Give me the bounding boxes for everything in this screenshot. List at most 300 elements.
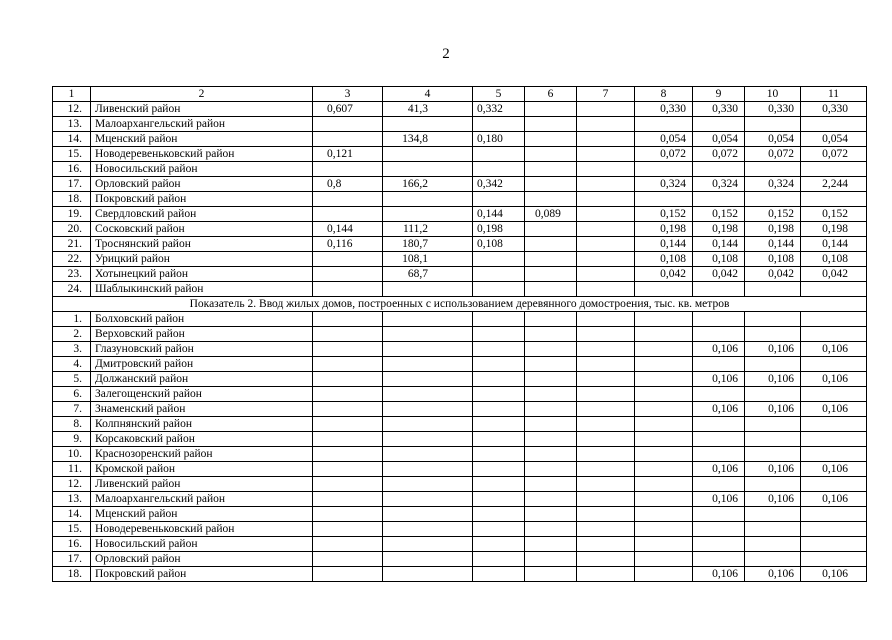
col-6-value: [525, 432, 577, 447]
col-6-value: [525, 102, 577, 117]
table-row: [53, 372, 867, 387]
col-9-value: [693, 162, 745, 177]
col-8-value: [635, 372, 693, 387]
table-row: [53, 312, 867, 327]
col-9-value: [693, 477, 745, 492]
table-row: [53, 252, 867, 267]
col-6-value: [525, 477, 577, 492]
column-header: 11: [801, 87, 867, 102]
col-7-value: [577, 207, 635, 222]
col-8-value: [635, 282, 693, 297]
col-4-value: [383, 207, 473, 222]
col-8-value: [635, 432, 693, 447]
district-name: Краснозоренский район: [91, 447, 313, 462]
col-9-value: 0,106: [693, 567, 745, 582]
col-11-value: [801, 507, 867, 522]
col-11-value: 0,106: [801, 402, 867, 417]
col-9-value: [693, 387, 745, 402]
col-6-value: [525, 147, 577, 162]
table-row: [53, 162, 867, 177]
col-4-value: [383, 327, 473, 342]
row-number: 2.: [53, 327, 91, 342]
col-8-value: [635, 492, 693, 507]
col-3-value: [313, 192, 383, 207]
col-3-value: [313, 357, 383, 372]
col-4-value: 68,7: [383, 267, 473, 282]
col-3-value: [313, 327, 383, 342]
col-7-value: [577, 402, 635, 417]
col-3-value: [313, 282, 383, 297]
col-3-value: [313, 462, 383, 477]
col-8-value: [635, 477, 693, 492]
district-name: Знаменский район: [91, 402, 313, 417]
column-header: 7: [577, 87, 635, 102]
col-3-value: [313, 312, 383, 327]
col-9-value: 0,198: [693, 222, 745, 237]
col-10-value: 0,042: [745, 267, 801, 282]
district-name: Малоархангельский район: [91, 492, 313, 507]
table-row: [53, 132, 867, 147]
table-row: [53, 387, 867, 402]
district-name: Мценский район: [91, 507, 313, 522]
col-8-value: [635, 552, 693, 567]
col-11-value: 0,108: [801, 252, 867, 267]
col-11-value: [801, 552, 867, 567]
col-8-value: [635, 117, 693, 132]
col-7-value: [577, 132, 635, 147]
col-10-value: 0,198: [745, 222, 801, 237]
col-9-value: 0,144: [693, 237, 745, 252]
col-9-value: [693, 552, 745, 567]
col-7-value: [577, 417, 635, 432]
col-5-value: [473, 402, 525, 417]
col-4-value: [383, 522, 473, 537]
table-row: [53, 402, 867, 417]
col-6-value: [525, 537, 577, 552]
district-name: Ливенский район: [91, 102, 313, 117]
col-10-value: [745, 117, 801, 132]
data-table: [52, 86, 867, 582]
col-11-value: 0,330: [801, 102, 867, 117]
col-10-value: [745, 522, 801, 537]
table-row: [53, 147, 867, 162]
col-11-value: 0,054: [801, 132, 867, 147]
col-3-value: [313, 432, 383, 447]
col-5-value: [473, 522, 525, 537]
col-8-value: [635, 402, 693, 417]
row-number: 1.: [53, 312, 91, 327]
col-8-value: [635, 387, 693, 402]
district-name: Новосильский район: [91, 537, 313, 552]
col-11-value: [801, 162, 867, 177]
district-name: Ливенский район: [91, 477, 313, 492]
table-row: [53, 567, 867, 582]
col-8-value: 0,324: [635, 177, 693, 192]
col-11-value: [801, 447, 867, 462]
col-7-value: [577, 327, 635, 342]
col-9-value: [693, 432, 745, 447]
col-5-value: [473, 327, 525, 342]
col-9-value: 0,106: [693, 342, 745, 357]
col-4-value: [383, 432, 473, 447]
table-row: [53, 432, 867, 447]
col-5-value: [473, 477, 525, 492]
col-4-value: [383, 192, 473, 207]
col-10-value: 0,152: [745, 207, 801, 222]
col-7-value: [577, 282, 635, 297]
col-6-value: [525, 372, 577, 387]
table-row: [53, 477, 867, 492]
column-header: 4: [383, 87, 473, 102]
col-11-value: 0,072: [801, 147, 867, 162]
col-9-value: [693, 357, 745, 372]
table-row: [53, 327, 867, 342]
district-name: Сосковский район: [91, 222, 313, 237]
table-row: [53, 237, 867, 252]
col-3-value: [313, 507, 383, 522]
table-row: [53, 492, 867, 507]
col-11-value: [801, 282, 867, 297]
col-9-value: 0,072: [693, 147, 745, 162]
section-row: [53, 297, 867, 312]
page-number: 2: [442, 46, 450, 62]
col-7-value: [577, 462, 635, 477]
col-7-value: [577, 312, 635, 327]
col-4-value: [383, 147, 473, 162]
col-6-value: [525, 162, 577, 177]
col-7-value: [577, 477, 635, 492]
col-11-value: [801, 192, 867, 207]
col-5-value: [473, 492, 525, 507]
table-row: [53, 537, 867, 552]
col-5-value: [473, 342, 525, 357]
col-5-value: [473, 267, 525, 282]
col-11-value: 0,198: [801, 222, 867, 237]
col-10-value: [745, 447, 801, 462]
column-header: 1: [53, 87, 91, 102]
col-7-value: [577, 372, 635, 387]
col-10-value: 0,106: [745, 402, 801, 417]
col-5-value: [473, 282, 525, 297]
col-8-value: [635, 462, 693, 477]
row-number: 11.: [53, 462, 91, 477]
col-11-value: [801, 357, 867, 372]
district-name: Свердловский район: [91, 207, 313, 222]
table-row: [53, 522, 867, 537]
district-name: Залегощенский район: [91, 387, 313, 402]
col-4-value: [383, 387, 473, 402]
col-6-value: [525, 327, 577, 342]
district-name: Орловский район: [91, 552, 313, 567]
col-5-value: 0,198: [473, 222, 525, 237]
col-6-value: [525, 567, 577, 582]
section-title: Показатель 2. Ввод жилых домов, построенных с использованием деревянного домостроения, тыс. кв. метров: [53, 297, 867, 312]
district-name: Верховский район: [91, 327, 313, 342]
table-row: [53, 177, 867, 192]
col-11-value: 0,106: [801, 372, 867, 387]
row-number: 6.: [53, 387, 91, 402]
row-number: 22.: [53, 252, 91, 267]
col-7-value: [577, 267, 635, 282]
col-11-value: [801, 387, 867, 402]
col-9-value: 0,108: [693, 252, 745, 267]
district-name: Малоархангельский район: [91, 117, 313, 132]
col-11-value: [801, 537, 867, 552]
col-10-value: 0,106: [745, 342, 801, 357]
col-8-value: [635, 537, 693, 552]
col-6-value: [525, 387, 577, 402]
row-number: 18.: [53, 192, 91, 207]
col-9-value: [693, 312, 745, 327]
row-number: 14.: [53, 132, 91, 147]
col-9-value: [693, 522, 745, 537]
col-5-value: 0,332: [473, 102, 525, 117]
col-5-value: 0,144: [473, 207, 525, 222]
district-name: Новодеревеньковский район: [91, 147, 313, 162]
column-header: 9: [693, 87, 745, 102]
table-header-row: [53, 87, 867, 102]
col-9-value: 0,054: [693, 132, 745, 147]
col-5-value: [473, 357, 525, 372]
col-5-value: [473, 447, 525, 462]
col-10-value: [745, 477, 801, 492]
table-body: [53, 87, 867, 582]
column-header: 10: [745, 87, 801, 102]
table-row: [53, 192, 867, 207]
row-number: 14.: [53, 507, 91, 522]
col-10-value: [745, 552, 801, 567]
col-11-value: 0,042: [801, 267, 867, 282]
col-3-value: [313, 372, 383, 387]
column-header: 6: [525, 87, 577, 102]
col-4-value: [383, 477, 473, 492]
col-4-value: 111,2: [383, 222, 473, 237]
col-4-value: 41,3: [383, 102, 473, 117]
col-6-value: [525, 282, 577, 297]
col-3-value: [313, 447, 383, 462]
col-10-value: [745, 192, 801, 207]
col-7-value: [577, 387, 635, 402]
column-header: 8: [635, 87, 693, 102]
col-3-value: [313, 522, 383, 537]
col-7-value: [577, 252, 635, 267]
col-11-value: [801, 477, 867, 492]
col-8-value: 0,042: [635, 267, 693, 282]
col-8-value: [635, 357, 693, 372]
col-3-value: [313, 132, 383, 147]
col-5-value: [473, 462, 525, 477]
district-name: Урицкий район: [91, 252, 313, 267]
district-name: Шаблыкинский район: [91, 282, 313, 297]
col-5-value: [473, 387, 525, 402]
table-row: [53, 267, 867, 282]
col-10-value: [745, 387, 801, 402]
col-4-value: [383, 567, 473, 582]
row-number: 5.: [53, 372, 91, 387]
col-5-value: [473, 432, 525, 447]
col-7-value: [577, 177, 635, 192]
table-row: [53, 342, 867, 357]
row-number: 13.: [53, 492, 91, 507]
col-3-value: 0,8: [313, 177, 383, 192]
col-10-value: [745, 357, 801, 372]
district-name: Орловский район: [91, 177, 313, 192]
district-name: Мценский район: [91, 132, 313, 147]
col-3-value: [313, 477, 383, 492]
col-9-value: 0,106: [693, 462, 745, 477]
district-name: Покровский район: [91, 567, 313, 582]
col-11-value: 0,106: [801, 462, 867, 477]
col-8-value: [635, 522, 693, 537]
table-row: [53, 552, 867, 567]
col-7-value: [577, 537, 635, 552]
col-6-value: 0,089: [525, 207, 577, 222]
col-3-value: 0,607: [313, 102, 383, 117]
district-name: Покровский район: [91, 192, 313, 207]
col-3-value: [313, 492, 383, 507]
col-4-value: [383, 117, 473, 132]
column-header: 2: [91, 87, 313, 102]
table-row: [53, 447, 867, 462]
col-3-value: [313, 207, 383, 222]
col-6-value: [525, 447, 577, 462]
col-10-value: 0,108: [745, 252, 801, 267]
col-10-value: [745, 417, 801, 432]
col-3-value: [313, 342, 383, 357]
col-7-value: [577, 147, 635, 162]
col-10-value: 0,106: [745, 492, 801, 507]
col-10-value: [745, 507, 801, 522]
row-number: 19.: [53, 207, 91, 222]
col-7-value: [577, 162, 635, 177]
col-4-value: [383, 507, 473, 522]
col-6-value: [525, 522, 577, 537]
col-4-value: [383, 312, 473, 327]
col-8-value: 0,330: [635, 102, 693, 117]
col-6-value: [525, 357, 577, 372]
col-11-value: [801, 312, 867, 327]
col-7-value: [577, 567, 635, 582]
col-8-value: [635, 327, 693, 342]
col-6-value: [525, 552, 577, 567]
col-3-value: [313, 117, 383, 132]
col-10-value: 0,072: [745, 147, 801, 162]
col-9-value: [693, 447, 745, 462]
col-3-value: [313, 402, 383, 417]
col-6-value: [525, 177, 577, 192]
col-8-value: [635, 162, 693, 177]
district-name: Должанский район: [91, 372, 313, 387]
col-6-value: [525, 342, 577, 357]
district-name: Колпнянский район: [91, 417, 313, 432]
col-5-value: [473, 162, 525, 177]
col-7-value: [577, 117, 635, 132]
row-number: 23.: [53, 267, 91, 282]
column-header: 3: [313, 87, 383, 102]
col-5-value: 0,180: [473, 132, 525, 147]
row-number: 24.: [53, 282, 91, 297]
col-6-value: [525, 462, 577, 477]
row-number: 16.: [53, 537, 91, 552]
row-number: 17.: [53, 552, 91, 567]
col-3-value: [313, 252, 383, 267]
table-row: [53, 117, 867, 132]
col-10-value: [745, 327, 801, 342]
col-3-value: 0,116: [313, 237, 383, 252]
col-5-value: [473, 192, 525, 207]
col-11-value: 0,152: [801, 207, 867, 222]
col-9-value: 0,106: [693, 372, 745, 387]
col-11-value: 0,144: [801, 237, 867, 252]
col-7-value: [577, 222, 635, 237]
row-number: 20.: [53, 222, 91, 237]
col-5-value: 0,108: [473, 237, 525, 252]
row-number: 9.: [53, 432, 91, 447]
col-3-value: 0,144: [313, 222, 383, 237]
col-4-value: [383, 372, 473, 387]
col-7-value: [577, 552, 635, 567]
table-row: [53, 357, 867, 372]
col-3-value: [313, 417, 383, 432]
col-4-value: [383, 492, 473, 507]
col-6-value: [525, 132, 577, 147]
row-number: 8.: [53, 417, 91, 432]
row-number: 17.: [53, 177, 91, 192]
col-9-value: 0,330: [693, 102, 745, 117]
row-number: 10.: [53, 447, 91, 462]
col-4-value: [383, 462, 473, 477]
col-4-value: [383, 162, 473, 177]
col-8-value: 0,054: [635, 132, 693, 147]
col-7-value: [577, 447, 635, 462]
row-number: 18.: [53, 567, 91, 582]
col-7-value: [577, 357, 635, 372]
district-name: Новосильский район: [91, 162, 313, 177]
col-4-value: [383, 357, 473, 372]
col-4-value: [383, 552, 473, 567]
col-10-value: 0,106: [745, 462, 801, 477]
table-row: [53, 417, 867, 432]
district-name: Глазуновский район: [91, 342, 313, 357]
col-11-value: 2,244: [801, 177, 867, 192]
col-7-value: [577, 102, 635, 117]
col-5-value: [473, 312, 525, 327]
district-name: Кромской район: [91, 462, 313, 477]
col-11-value: 0,106: [801, 492, 867, 507]
table-row: [53, 207, 867, 222]
col-8-value: [635, 417, 693, 432]
col-6-value: [525, 267, 577, 282]
col-10-value: 0,330: [745, 102, 801, 117]
row-number: 4.: [53, 357, 91, 372]
table-row: [53, 462, 867, 477]
col-3-value: [313, 387, 383, 402]
table-row: [53, 282, 867, 297]
col-10-value: 0,106: [745, 567, 801, 582]
col-9-value: 0,106: [693, 492, 745, 507]
col-4-value: [383, 417, 473, 432]
col-7-value: [577, 432, 635, 447]
district-name: Дмитровский район: [91, 357, 313, 372]
col-8-value: 0,198: [635, 222, 693, 237]
row-number: 13.: [53, 117, 91, 132]
col-8-value: 0,144: [635, 237, 693, 252]
col-9-value: 0,106: [693, 402, 745, 417]
table-row: [53, 102, 867, 117]
col-9-value: [693, 327, 745, 342]
col-5-value: [473, 372, 525, 387]
col-8-value: [635, 567, 693, 582]
